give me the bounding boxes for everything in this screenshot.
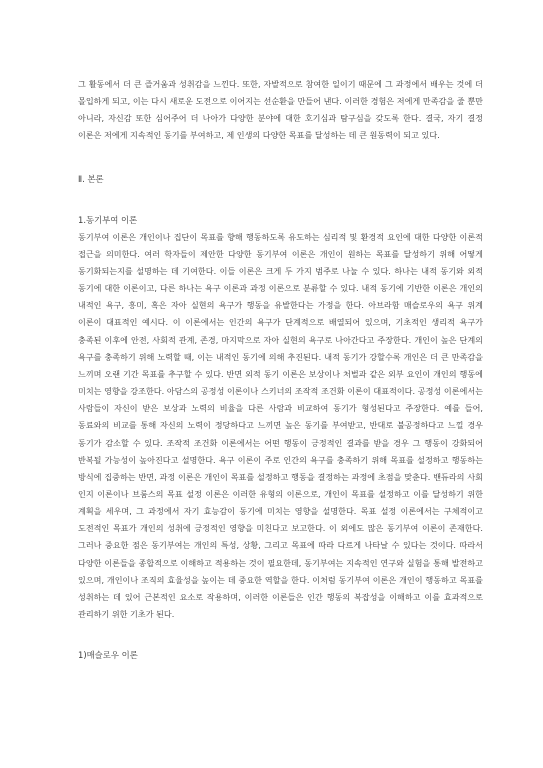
subsection-heading-motivation-theory: 1.동기부여 이론 — [78, 214, 138, 225]
section-heading: Ⅱ. 본론 — [78, 173, 104, 184]
intro-paragraph: 그 활동에서 더 큰 즐거움과 성취감을 느낀다. 또한, 자발적으로 참여한 일이기 때문에 그 과정에서 배우는 것에 더 몰입하게 되고, 이는 다시 새로운 도전으로 이어지는 선순환을 만들어 낸다. 이러한 경험은 저에게 만족감을 줄 뿐만 아니라, 자신감 또한 심어주어 더 나아가 다양한 분야에 대한 호기심과 탐구심을 갖도록 한다. 결국, 자기 결정 이론은 저에게 지속적인 동기를 부여하고, 제 인생의 다양한 목표를 달성하는 데 큰 원동력이 되고 있다. — [78, 79, 483, 141]
subsection-heading-maslow-theory: 1)매슬로우 이론 — [78, 650, 138, 661]
body-paragraph: 동기부여 이론은 개인이나 집단이 목표를 향해 행동하도록 유도하는 심리적 및 환경적 요인에 대한 다양한 이론적 접근을 의미한다. 여러 학자들이 제안한 다양한 동기부여 이론은 개인이 원하는 목표를 달성하기 위해 어떻게 동기화되는지를 설명하는 데 기여한다. 이들 이론은 크게 두 가지 범주로 나눌 수 있다. 하나는 내적 동기와 외적 동기에 대한 이론이고, 다른 하나는 욕구 이론과 과정 이론으로 분류할 수 있다. 내적 동기에 기반한 이론은 개인의 내적인 욕구, 흥미, 혹은 자아 실현의 욕구가 행동을 유발한다는 가정을 한다. 아브라함 매슬로우의 욕구 위계 이론이 대표적인 예시다. 이 이론에서는 인간의 욕구가 단계적으로 배열되어 있으며, 기초적인 생리적 욕구가 충족된 이후에 안전, 사회적 관계, 존경, 마지막으로 자아 실현의 욕구로 나아간다고 주장한다. 개인이 높은 단계의 욕구를 충족하기 위해 노력할 때, 이는 내적인 동기에 의해 추진된다. 내적 동기가 강할수록 개인은 더 큰 만족감을 느끼며 오랜 기간 목표를 추구할 수 있다. 반면 외적 동기 이론은 보상이나 처벌과 같은 외부 요인이 개인의 행동에 미치는 영향을 강조한다. 아담스의 공정성 이론이나 스키너의 조작적 조건화 이론이 대표적이다. 공정성 이론에서는 사람들이 자신이 받은 보상과 노력의 비율을 다른 사람과 비교하여 동기가 형성된다고 주장한다. 예를 들어, 동료와의 비교를 통해 자신의 노력이 정당하다고 느끼면 높은 동기를 부여받고, 반대로 불공정하다고 느낄 경우 동기가 감소할 수 있다. 조작적 조건화 이론에서는 어떤 행동이 긍정적인 결과를 받을 경우 그 행동이 강화되어 반복될 가능성이 높아진다고 설명한다. 욕구 이론이 주로 인간의 욕구를 충족하기 위해 목표를 설정하고 행동하는 방식에 집중하는 반면, 과정 이론은 개인이 목표를 설정하고 행동을 결정하는 과정에 초점을 맞춘다. 밴듀라의 사회 인지 이론이나 브룸스의 목표 설정 이론은 이러한 유형의 이론으로, 개인이 목표를 설정하고 이를 달성하기 위한 계획을 세우며, 그 과정에서 자기 효능감이 동기에 미치는 영향을 설명한다. 목표 설정 이론에서는 구체적이고 도전적인 목표가 개인의 성취에 긍정적인 영향을 미친다고 보고한다. 이 외에도 많은 동기부여 이론이 존재한다. 그러나 중요한 점은 동기부여는 개인의 특성, 상황, 그리고 목표에 따라 다르게 나타날 수 있다는 것이다. 따라서 다양한 이론들을 종합적으로 이해하고 적용하는 것이 필요한데, 동기부여는 지속적인 연구와 실험을 통해 발전하고 있으며, 개인이나 조직의 효율성을 높이는 데 중요한 역할을 한다. 이처럼 동기부여 이론은 개인이 행동하고 목표를 성취하는 데 있어 근본적인 요소로 작용하며, 이러한 이론들은 인간 행동의 복잡성을 이해하고 이를 효과적으로 관리하기 위한 기초가 된다. — [78, 231, 483, 620]
